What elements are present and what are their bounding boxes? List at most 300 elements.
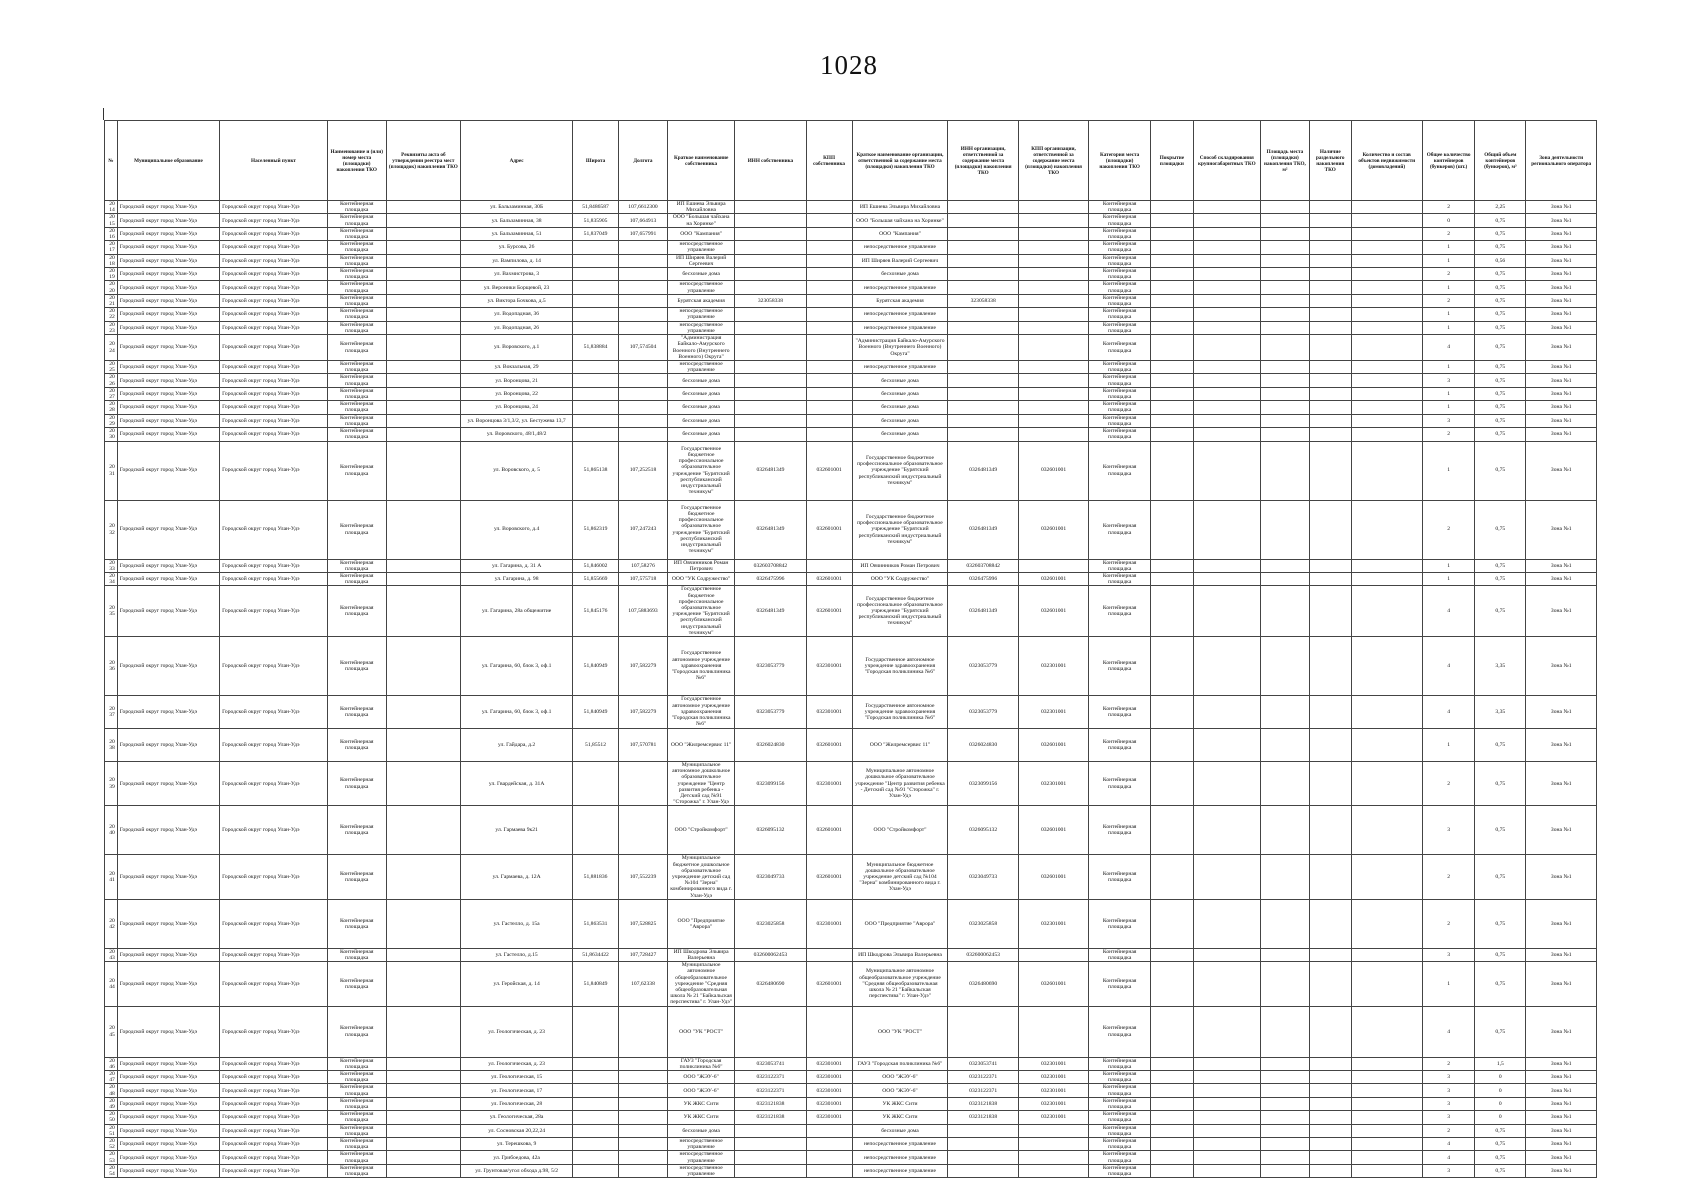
table-cell: 0,75	[1475, 361, 1526, 374]
table-cell: Зона №1	[1526, 695, 1597, 728]
table-cell: 0323025858	[948, 899, 1018, 948]
table-cell: 2045	[105, 1006, 118, 1057]
table-cell: 107,62338	[618, 962, 667, 1006]
table-cell: 0323121838	[735, 1097, 806, 1110]
table-cell: 3,35	[1475, 695, 1526, 728]
table-cell: Контейнерная площадка	[327, 500, 386, 559]
table-cell	[806, 227, 852, 240]
table-cell	[1351, 1138, 1422, 1151]
table-cell	[1193, 281, 1260, 294]
table-cell	[573, 761, 619, 805]
table-cell: ИП Овчинников Роман Петрович	[852, 559, 948, 572]
table-cell: Городской округ город Улан-Удэ	[117, 1111, 219, 1124]
table-cell: Городской округ город Улан-Удэ	[220, 728, 328, 761]
table-cell: Городской округ город Улан-Удэ	[117, 586, 219, 637]
table-cell	[948, 201, 1018, 214]
table-cell	[1151, 1124, 1194, 1137]
table-cell	[618, 268, 667, 281]
table-cell: Городской округ город Улан-Удэ	[117, 1097, 219, 1110]
table-cell: 0,75	[1475, 401, 1526, 414]
table-cell: ул. Геройская, д. 14	[461, 962, 573, 1006]
table-row	[105, 1097, 1597, 1110]
table-cell	[1193, 962, 1260, 1006]
table-cell: ул. Бальзаминная, 30Б	[461, 201, 573, 214]
table-cell	[618, 1057, 667, 1070]
table-cell	[1260, 441, 1309, 500]
table-cell	[1260, 241, 1309, 254]
table-cell: бесхозные дома	[852, 428, 948, 441]
table-cell: 0,75	[1475, 500, 1526, 559]
table-cell: 0323053779	[735, 695, 806, 728]
column-header: Реквизиты акта об утверждении реестра мест (площадок) накопления ТКО	[386, 121, 461, 201]
table-cell: Контейнерная площадка	[1089, 899, 1151, 948]
table-cell: Зона №1	[1526, 294, 1597, 307]
table-cell: 0326481349	[735, 441, 806, 500]
table-cell	[1193, 1138, 1260, 1151]
table-cell: ИП Ширяев Валерий Сергеевич	[668, 254, 735, 267]
table-cell	[1018, 214, 1088, 227]
table-cell: ул. Воровского, д.4	[461, 500, 573, 559]
table-cell: ИП Шкодрова Эльвира Валерьевна	[852, 948, 948, 961]
table-cell	[573, 1138, 619, 1151]
table-cell: Контейнерная площадка	[327, 441, 386, 500]
table-cell: ул. Гагарина, 60, блок 3, оф.1	[461, 695, 573, 728]
table-cell	[1351, 1084, 1422, 1097]
table-cell: Городской округ город Улан-Удэ	[220, 500, 328, 559]
table-cell: бесхозные дома	[852, 401, 948, 414]
table-cell	[1151, 308, 1194, 321]
table-cell	[573, 321, 619, 334]
table-cell: 0,75	[1475, 728, 1526, 761]
table-cell: 2048	[105, 1084, 118, 1097]
table-cell	[948, 214, 1018, 227]
table-cell: 0326481349	[948, 500, 1018, 559]
table-cell	[386, 401, 461, 414]
table-cell	[948, 361, 1018, 374]
table-cell: 0323121838	[735, 1111, 806, 1124]
table-cell	[806, 335, 852, 361]
table-cell	[1309, 948, 1351, 961]
table-cell	[1309, 374, 1351, 387]
table-cell	[573, 254, 619, 267]
table-cell: Контейнерная площадка	[327, 559, 386, 572]
table-cell	[1193, 1006, 1260, 1057]
table-cell	[806, 1151, 852, 1164]
table-cell	[1151, 1071, 1194, 1084]
table-cell	[386, 428, 461, 441]
table-cell: непосредственное управление	[668, 1151, 735, 1164]
table-cell: 0,75	[1475, 428, 1526, 441]
table-cell: Зона №1	[1526, 899, 1597, 948]
table-cell: Городской округ город Улан-Удэ	[117, 214, 219, 227]
table-cell: 2033	[105, 559, 118, 572]
table-cell: 0,75	[1475, 241, 1526, 254]
table-cell	[1151, 227, 1194, 240]
table-cell	[1309, 428, 1351, 441]
table-cell: 2	[1422, 500, 1474, 559]
table-cell: 107,528825	[618, 899, 667, 948]
table-cell: 032601001	[806, 806, 852, 855]
table-cell: 2036	[105, 636, 118, 695]
table-cell	[1309, 636, 1351, 695]
table-cell	[1018, 335, 1088, 361]
table-cell: 0,75	[1475, 761, 1526, 805]
table-cell	[573, 1097, 619, 1110]
table-row	[105, 728, 1597, 761]
table-cell: Контейнерная площадка	[327, 308, 386, 321]
table-cell: Городской округ город Улан-Удэ	[117, 241, 219, 254]
table-cell	[573, 294, 619, 307]
table-cell	[1193, 572, 1260, 585]
table-cell: 0323099156	[948, 761, 1018, 805]
table-cell	[1151, 1097, 1194, 1110]
table-cell	[386, 572, 461, 585]
table-cell: 1	[1422, 387, 1474, 400]
table-cell: ООО "ЖЭУ-6"	[852, 1084, 948, 1097]
table-cell: Зона №1	[1526, 855, 1597, 899]
table-cell: Городской округ город Улан-Удэ	[117, 308, 219, 321]
table-cell: ул. Гастелло, д. 15а	[461, 899, 573, 948]
table-cell	[735, 1151, 806, 1164]
table-cell: 2017	[105, 241, 118, 254]
table-cell	[948, 1138, 1018, 1151]
table-cell: Зона №1	[1526, 1151, 1597, 1164]
table-cell: Городской округ город Улан-Удэ	[117, 1151, 219, 1164]
table-cell	[1193, 335, 1260, 361]
table-cell: Зона №1	[1526, 1138, 1597, 1151]
table-cell	[1309, 855, 1351, 899]
table-cell: Зона №1	[1526, 268, 1597, 281]
table-cell	[1193, 268, 1260, 281]
table-cell: ул. Гагарина, д. 98	[461, 572, 573, 585]
table-cell: Городской округ город Улан-Удэ	[220, 899, 328, 948]
table-cell: 0	[1475, 1097, 1526, 1110]
table-cell	[1193, 1071, 1260, 1084]
table-cell: Зона №1	[1526, 201, 1597, 214]
table-cell	[1018, 254, 1088, 267]
table-row	[105, 636, 1597, 695]
table-cell	[1193, 1124, 1260, 1137]
table-cell: 2027	[105, 387, 118, 400]
table-cell: Городской округ город Улан-Удэ	[220, 962, 328, 1006]
table-cell: Контейнерная площадка	[327, 1111, 386, 1124]
table-cell	[1351, 428, 1422, 441]
table-cell	[1309, 401, 1351, 414]
table-cell	[1260, 695, 1309, 728]
table-cell	[1193, 321, 1260, 334]
table-cell	[948, 254, 1018, 267]
table-cell: Контейнерная площадка	[327, 335, 386, 361]
table-cell: Зона №1	[1526, 761, 1597, 805]
table-cell	[618, 387, 667, 400]
table-cell	[735, 1138, 806, 1151]
table-cell: Городской округ город Улан-Удэ	[117, 294, 219, 307]
table-cell	[1309, 387, 1351, 400]
column-header: Наименование и (или) номер места (площадки) накопления ТКО	[327, 121, 386, 201]
table-cell: 0,75	[1475, 1164, 1526, 1177]
table-cell: "Администрация Байкало-Амурского Военного (Внутреннего Военного) Округа"	[668, 335, 735, 361]
table-cell: 0,56	[1475, 254, 1526, 267]
table-cell: Контейнерная площадка	[327, 728, 386, 761]
table-cell: Городской округ город Улан-Удэ	[220, 308, 328, 321]
table-cell: Городской округ город Улан-Удэ	[220, 586, 328, 637]
table-cell: Городской округ город Улан-Удэ	[117, 428, 219, 441]
table-cell: 1	[1422, 308, 1474, 321]
table-cell	[1309, 335, 1351, 361]
table-cell: Городской округ город Улан-Удэ	[117, 268, 219, 281]
table-cell	[1351, 761, 1422, 805]
table-cell: Контейнерная площадка	[1089, 1057, 1151, 1070]
table-cell: Городской округ город Улан-Удэ	[220, 1006, 328, 1057]
table-cell: ООО "Кампания"	[852, 227, 948, 240]
table-cell: 032301001	[1018, 695, 1088, 728]
table-cell: Контейнерная площадка	[1089, 335, 1151, 361]
table-row	[105, 761, 1597, 805]
table-cell: Контейнерная площадка	[327, 1006, 386, 1057]
table-cell	[1260, 1071, 1309, 1084]
table-cell	[386, 281, 461, 294]
table-cell	[1351, 281, 1422, 294]
table-cell: Городской округ город Улан-Удэ	[117, 254, 219, 267]
table-cell	[1018, 559, 1088, 572]
table-cell	[806, 374, 852, 387]
table-cell	[1193, 559, 1260, 572]
table-cell: Контейнерная площадка	[327, 1124, 386, 1137]
table-cell: ул. Бальзаминная, 38	[461, 214, 573, 227]
table-cell	[386, 695, 461, 728]
table-cell	[1260, 728, 1309, 761]
table-cell: 0323049733	[948, 855, 1018, 899]
table-cell: 032601001	[1018, 500, 1088, 559]
table-cell: 51,8634422	[573, 948, 619, 961]
table-cell: Контейнерная площадка	[1089, 294, 1151, 307]
table-cell: ООО "Кампания"	[668, 227, 735, 240]
column-header: №	[105, 121, 118, 201]
table-cell: ул. Терешкова, 9	[461, 1138, 573, 1151]
table-cell	[1309, 1138, 1351, 1151]
table-cell	[1151, 1006, 1194, 1057]
table-cell	[573, 1164, 619, 1177]
table-cell: 51,8486587	[573, 201, 619, 214]
table-row	[105, 695, 1597, 728]
table-cell: 0326475996	[735, 572, 806, 585]
table-cell	[1151, 899, 1194, 948]
table-cell	[806, 559, 852, 572]
table-cell	[1309, 214, 1351, 227]
table-cell: ул. Гастелло, д.15	[461, 948, 573, 961]
table-cell	[948, 414, 1018, 427]
table-cell	[1193, 899, 1260, 948]
table-cell: ООО "Предприятие "Аврора"	[668, 899, 735, 948]
table-cell	[1151, 241, 1194, 254]
table-cell: УК ЖКС Сити	[852, 1097, 948, 1110]
table-cell	[573, 1124, 619, 1137]
table-cell: Городской округ город Улан-Удэ	[220, 572, 328, 585]
table-cell: 032601001	[806, 441, 852, 500]
table-cell	[1309, 321, 1351, 334]
table-cell: 107,552239	[618, 855, 667, 899]
table-cell	[618, 294, 667, 307]
table-cell	[1193, 636, 1260, 695]
table-cell	[1193, 241, 1260, 254]
table-cell: ул. Воровского, д.1	[461, 335, 573, 361]
table-cell: Контейнерная площадка	[1089, 806, 1151, 855]
table-row	[105, 559, 1597, 572]
table-cell: 51,85512	[573, 728, 619, 761]
table-row	[105, 586, 1597, 637]
table-cell: Муниципальное автономное дошкольное образовательное учреждение "Центр развития ребенка - Детский сад №91 "Сторожка" г. Улан-Удэ	[852, 761, 948, 805]
table-cell	[1309, 695, 1351, 728]
table-cell: 2052	[105, 1138, 118, 1151]
table-cell: 0323053779	[948, 636, 1018, 695]
table-cell	[1309, 308, 1351, 321]
table-cell	[1018, 387, 1088, 400]
table-cell: 0326095132	[948, 806, 1018, 855]
table-cell: Городской округ город Улан-Удэ	[220, 1151, 328, 1164]
table-cell	[1260, 227, 1309, 240]
table-cell: ООО "ЖЭУ-6"	[668, 1084, 735, 1097]
table-cell: Контейнерная площадка	[1089, 1138, 1151, 1151]
table-cell	[1018, 1124, 1088, 1137]
table-cell: Контейнерная площадка	[327, 227, 386, 240]
table-cell	[1309, 962, 1351, 1006]
table-cell: 51,862319	[573, 500, 619, 559]
table-cell: Государственное бюджетное профессиональное образовательное учреждение "Бурятский республиканский индустриальный техникум"	[668, 586, 735, 637]
table-cell	[1309, 241, 1351, 254]
table-cell	[735, 374, 806, 387]
table-cell	[948, 387, 1018, 400]
table-cell: 4	[1422, 1138, 1474, 1151]
table-cell	[386, 308, 461, 321]
table-cell: Контейнерная площадка	[1089, 500, 1151, 559]
table-cell	[1351, 1124, 1422, 1137]
table-cell	[806, 254, 852, 267]
table-cell: Государственное автономное учреждение здравоохранения "Городская поликлиника №6"	[668, 695, 735, 728]
table-row	[105, 1084, 1597, 1097]
table-cell	[735, 401, 806, 414]
table-cell: Городской округ город Улан-Удэ	[220, 761, 328, 805]
table-row	[105, 294, 1597, 307]
table-cell	[1151, 1111, 1194, 1124]
table-cell: Городской округ город Улан-Удэ	[220, 441, 328, 500]
table-cell: Контейнерная площадка	[1089, 695, 1151, 728]
table-cell: Городской округ город Улан-Удэ	[117, 761, 219, 805]
table-cell: 032603708842	[948, 559, 1018, 572]
table-cell	[1260, 1006, 1309, 1057]
table-cell	[386, 387, 461, 400]
table-cell: ул. Воронцова, 22	[461, 387, 573, 400]
table-cell: Контейнерная площадка	[327, 1151, 386, 1164]
table-cell: Зона №1	[1526, 414, 1597, 427]
table-cell: ООО "ЖЭУ-6"	[668, 1071, 735, 1084]
table-cell: 2038	[105, 728, 118, 761]
table-cell: Государственное автономное учреждение здравоохранения "Городская поликлиника №6"	[852, 636, 948, 695]
table-cell	[1351, 586, 1422, 637]
table-cell: 2029	[105, 414, 118, 427]
table-cell	[1260, 1111, 1309, 1124]
table-cell: 0,75	[1475, 572, 1526, 585]
table-cell: 0,75	[1475, 414, 1526, 427]
table-cell: 032601001	[806, 500, 852, 559]
table-cell: Контейнерная площадка	[327, 321, 386, 334]
table-cell: 1	[1422, 572, 1474, 585]
table-cell	[1151, 728, 1194, 761]
table-cell	[806, 201, 852, 214]
table-cell: 032301001	[1018, 1097, 1088, 1110]
table-row	[105, 962, 1597, 1006]
table-cell: 2031	[105, 441, 118, 500]
table-cell	[1193, 214, 1260, 227]
table-cell: Государственное бюджетное профессиональное образовательное учреждение "Бурятский республиканский индустриальный техникум"	[852, 586, 948, 637]
table-cell	[948, 241, 1018, 254]
table-cell	[1260, 1124, 1309, 1137]
table-cell: Городской округ город Улан-Удэ	[117, 1057, 219, 1070]
table-cell: 0323053741	[735, 1057, 806, 1070]
table-cell: 0323122371	[735, 1071, 806, 1084]
table-cell: 032301001	[806, 695, 852, 728]
table-cell	[1351, 1006, 1422, 1057]
table-cell	[1193, 254, 1260, 267]
table-cell: непосредственное управление	[668, 321, 735, 334]
table-cell	[735, 335, 806, 361]
table-cell	[948, 308, 1018, 321]
table-cell	[386, 241, 461, 254]
table-cell	[1193, 201, 1260, 214]
table-cell	[806, 268, 852, 281]
table-cell: 0323122371	[735, 1084, 806, 1097]
table-cell	[1260, 254, 1309, 267]
table-cell: Городской округ город Улан-Удэ	[220, 1138, 328, 1151]
table-cell: 0	[1475, 1111, 1526, 1124]
table-cell: непосредственное управление	[852, 281, 948, 294]
table-cell	[386, 855, 461, 899]
table-cell: Городской округ город Улан-Удэ	[117, 387, 219, 400]
column-header: КПП собственника	[806, 121, 852, 201]
table-cell: 2024	[105, 335, 118, 361]
table-cell	[618, 1164, 667, 1177]
table-cell: 4	[1422, 1006, 1474, 1057]
table-cell: ул. Воронцова 3/1,3/2, ул. Бестужева 13,7	[461, 414, 573, 427]
table-cell	[618, 1138, 667, 1151]
table-cell: Контейнерная площадка	[327, 761, 386, 805]
table-cell: ул. Бурсова, 26	[461, 241, 573, 254]
table-cell: Городской округ город Улан-Удэ	[117, 201, 219, 214]
column-header: Общий объем контейнеров (бункеров), м³	[1475, 121, 1526, 201]
table-cell: 2032	[105, 500, 118, 559]
table-cell	[1351, 294, 1422, 307]
table-cell: Зона №1	[1526, 1006, 1597, 1057]
table-cell: 2043	[105, 948, 118, 961]
table-cell: 0323053779	[735, 636, 806, 695]
table-cell	[386, 1124, 461, 1137]
table-cell: ул. Геологическая, 15	[461, 1071, 573, 1084]
table-cell: Городской округ город Улан-Удэ	[117, 374, 219, 387]
table-cell: Контейнерная площадка	[327, 294, 386, 307]
table-cell: 0326475996	[948, 572, 1018, 585]
table-cell: 2020	[105, 281, 118, 294]
table-cell: 032601001	[1018, 962, 1088, 1006]
table-left-rule	[103, 108, 104, 120]
table-cell	[1151, 695, 1194, 728]
table-cell: 2026	[105, 374, 118, 387]
table-cell	[735, 308, 806, 321]
table-cell	[618, 1084, 667, 1097]
table-cell: Контейнерная площадка	[1089, 201, 1151, 214]
table-cell: Зона №1	[1526, 227, 1597, 240]
table-cell	[1193, 761, 1260, 805]
table-cell	[1193, 1057, 1260, 1070]
table-cell: Контейнерная площадка	[1089, 308, 1151, 321]
